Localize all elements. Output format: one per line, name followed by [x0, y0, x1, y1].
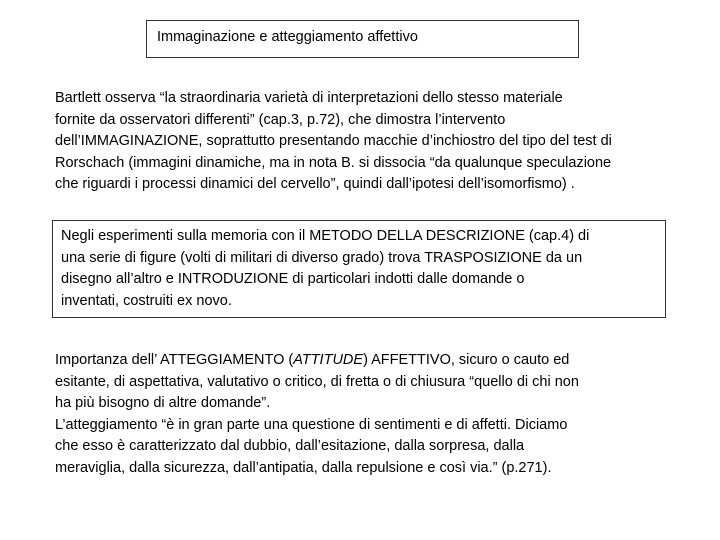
slide-title-box: [146, 20, 579, 58]
text-line: dell’IMMAGINAZIONE, soprattutto presentando macchie d’inchiostro del tipo del test di: [55, 133, 612, 149]
italic-term: ATTITUDE: [293, 352, 364, 368]
text-line: Rorschach (immagini dinamiche, ma in nota B. si dissocia “da qualunque speculazione: [55, 154, 612, 171]
text-line: Negli esperimenti sulla memoria con il METODO DELLA DESCRIZIONE (cap.4) di: [61, 228, 590, 244]
text-line: inventati, costruiti ex novo.: [61, 292, 232, 309]
text-segment: Importanza dell’ ATTEGGIAMENTO (: [55, 352, 294, 368]
text-line: meraviglia, dalla sicurezza, dall’antipatia, dalla repulsione e così via.” (p.271).: [55, 459, 552, 476]
text-line: che esso è caratterizzato dal dubbio, dall’esitazione, dalla sorpresa, dalla: [55, 438, 525, 454]
text-line: che riguardi i processi dinamici del cervello”, quindi dall’ipotesi dell’isomorfismo) .: [55, 176, 575, 192]
slide-title: Immaginazione e atteggiamento affettivo: [157, 29, 418, 45]
text-line: una serie di figure (volti di militari di diverso grado) trova TRASPOSIZIONE da un: [61, 249, 583, 266]
paragraph-atteggiamento: [55, 350, 715, 479]
text-line: L’atteggiamento “è in gran parte una questione di sentimenti e di affetti. Diciamo: [55, 416, 568, 433]
text-line: ha più bisogno di altre domande”.: [55, 395, 271, 411]
text-line: fornite da osservatori differenti” (cap.3, p.72), che dimostra l’intervento: [55, 111, 506, 128]
paragraph-bartlett: [55, 88, 715, 196]
memory-experiment-box: [52, 220, 666, 318]
text-segment: ) AFFETTIVO, sicuro o cauto ed: [363, 352, 570, 368]
text-line: Bartlett osserva “la straordinaria varietà di interpretazioni dello stesso materiale: [55, 90, 563, 106]
text-line: disegno all’altro e INTRODUZIONE di particolari indotti dalle domande o: [61, 271, 525, 287]
text-line: esitante, di aspettativa, valutativo o critico, di fretta o di chiusura “quello di chi non: [55, 373, 579, 390]
text-line: [55, 350, 715, 372]
